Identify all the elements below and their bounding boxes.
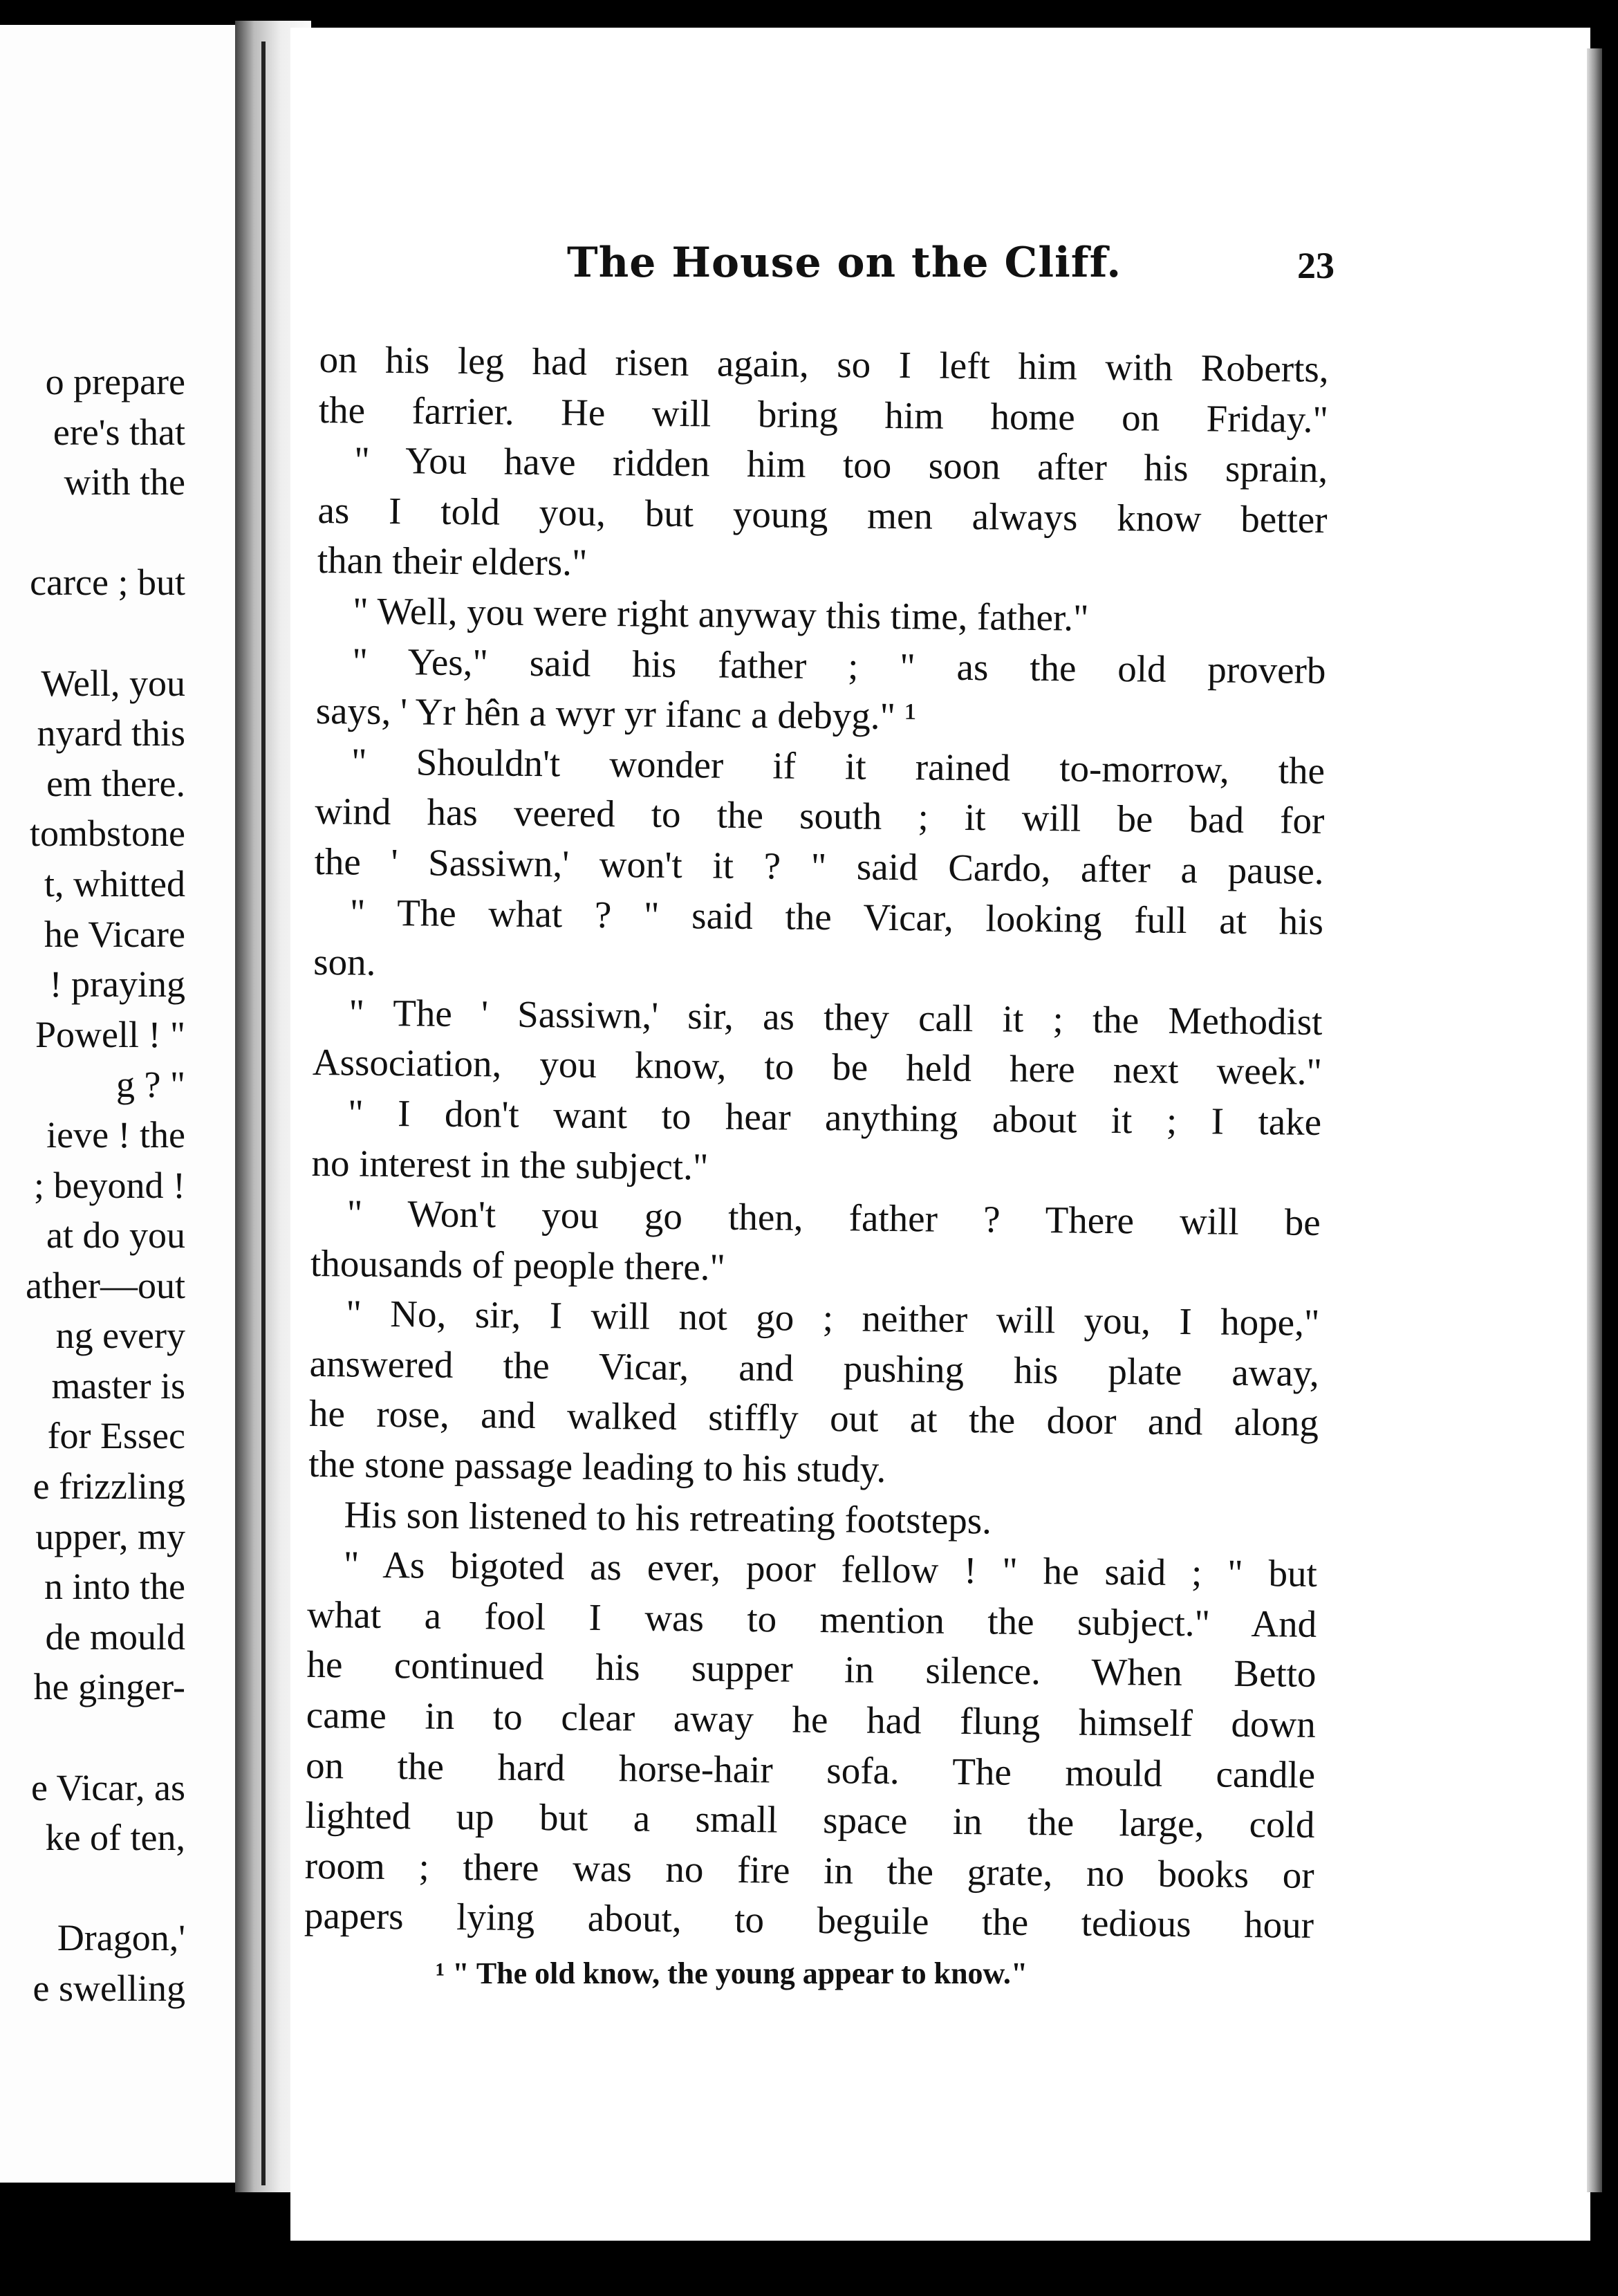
page-number: 23	[1297, 245, 1335, 286]
left-page-line: Well, you	[41, 662, 185, 704]
left-page-line: at do you	[46, 1214, 185, 1257]
left-page-line: t, whitted	[44, 862, 185, 905]
left-page-line: ather—out	[26, 1264, 185, 1306]
body-line: on his leg had risen again, so I left him with Roberts,	[319, 337, 1329, 391]
left-page-line: n into the	[44, 1566, 185, 1608]
left-page-line: with the	[64, 461, 185, 503]
body-line: says, ' Yr hên a wyr yr ifanc a debyg." ¹	[315, 689, 917, 738]
body-line: papers lying about, to beguile the tedious hour	[304, 1894, 1314, 1947]
body-line: Association, you know, to be held here next week."	[312, 1041, 1323, 1093]
footnote: ¹ " The old know, the young appear to know."	[436, 1956, 1028, 1990]
left-page-line	[0, 608, 185, 658]
gutter-shadow	[261, 41, 266, 2185]
body-line: the farrier. He will bring him home on Friday."	[318, 388, 1329, 441]
left-page-line: tombstone	[30, 813, 185, 855]
left-page-line: ieve ! the	[46, 1113, 185, 1156]
body-line: " You have ridden him too soon after his sprain,	[353, 438, 1328, 491]
left-page-line: e frizzling	[32, 1465, 185, 1508]
left-page-line: ; beyond !	[34, 1164, 185, 1206]
body-text	[304, 335, 1329, 1951]
body-line: as I told you, but young men always know better	[317, 488, 1328, 541]
left-page-line: e Vicar, as	[31, 1766, 185, 1808]
body-line: " Well, you were right anyway this time, father."	[352, 589, 1089, 639]
left-page-line	[0, 1863, 185, 1914]
body-line: " The what ? " said the Vicar, looking full at his	[349, 890, 1324, 943]
left-page-line: de mould	[45, 1615, 185, 1658]
body-line: son.	[313, 941, 376, 983]
left-page-line: o prepare	[45, 361, 185, 402]
body-line: " Won't you go then, father ? There will be	[346, 1192, 1321, 1244]
body-line: he continued his supper in silence. When Betto	[306, 1643, 1317, 1696]
running-head: The House on the Cliff.	[567, 239, 1122, 287]
body-line: answered the Vicar, and pushing his plate away,	[309, 1342, 1319, 1394]
left-page-line: nyard this	[37, 712, 185, 754]
body-line: His son listened to his retreating footsteps.	[344, 1493, 992, 1542]
left-page-line: carce ; but	[30, 562, 185, 604]
left-page-line: e swelling	[32, 1968, 185, 2009]
left-page-line	[0, 1712, 185, 1763]
body-line: " Shouldn't wonder if it rained to-morrow, the	[351, 740, 1326, 792]
left-page	[0, 25, 243, 2183]
body-line: thousands of people there."	[310, 1241, 726, 1288]
page-edge	[1587, 48, 1602, 2192]
body-line: wind has veered to the south ; it will be bad for	[315, 790, 1325, 842]
body-line: on the hard horse-hair sofa. The mould candle	[305, 1743, 1316, 1796]
left-page-line: master is	[51, 1364, 185, 1407]
body-line: than their elders."	[317, 539, 588, 584]
body-line: " The ' Sassiwn,' sir, as they call it ; the Methodist	[348, 991, 1323, 1043]
left-page-line: upper, my	[35, 1515, 185, 1557]
body-line: lighted up but a small space in the large, cold	[305, 1794, 1315, 1846]
body-line: the stone passage leading to his study.	[308, 1442, 886, 1491]
left-page-text	[0, 357, 185, 2014]
body-line: no interest in the subject."	[311, 1141, 709, 1187]
left-page-line: g ? "	[115, 1064, 185, 1106]
body-line: he rose, and walked stiffly out at the door and along	[308, 1392, 1319, 1445]
body-line: " As bigoted as ever, poor fellow ! " he said ; " but	[343, 1543, 1318, 1595]
body-line: came in to clear away he had flung himself down	[306, 1693, 1317, 1746]
body-line: room ; there was no fire in the grate, no books or	[304, 1844, 1314, 1896]
left-page-line: ng every	[55, 1315, 185, 1357]
left-page-line: Powell ! "	[35, 1013, 185, 1055]
body-line: " Yes," said his father ; " as the old proverb	[352, 640, 1326, 692]
left-page-line	[0, 508, 185, 558]
left-page-line: Dragon,'	[57, 1917, 185, 1959]
left-page-line: he ginger-	[33, 1666, 185, 1708]
body-line: what a fool I was to mention the subject." And	[306, 1593, 1317, 1645]
left-page-line: em there.	[46, 762, 185, 804]
left-page-line: for Essec	[47, 1415, 185, 1457]
body-line: the ' Sassiwn,' won't it ? " said Cardo, after a pause.	[314, 840, 1324, 892]
left-page-line: ere's that	[53, 411, 185, 453]
left-page-line: ! praying	[49, 963, 185, 1006]
body-line: " No, sir, I will not go ; neither will you, I hope,"	[346, 1292, 1320, 1344]
left-page-line: he Vicare	[44, 913, 185, 955]
left-page-line: ke of ten,	[45, 1817, 185, 1859]
body-line: " I don't want to hear anything about it ; I take	[347, 1091, 1322, 1143]
page-header	[567, 239, 1335, 301]
